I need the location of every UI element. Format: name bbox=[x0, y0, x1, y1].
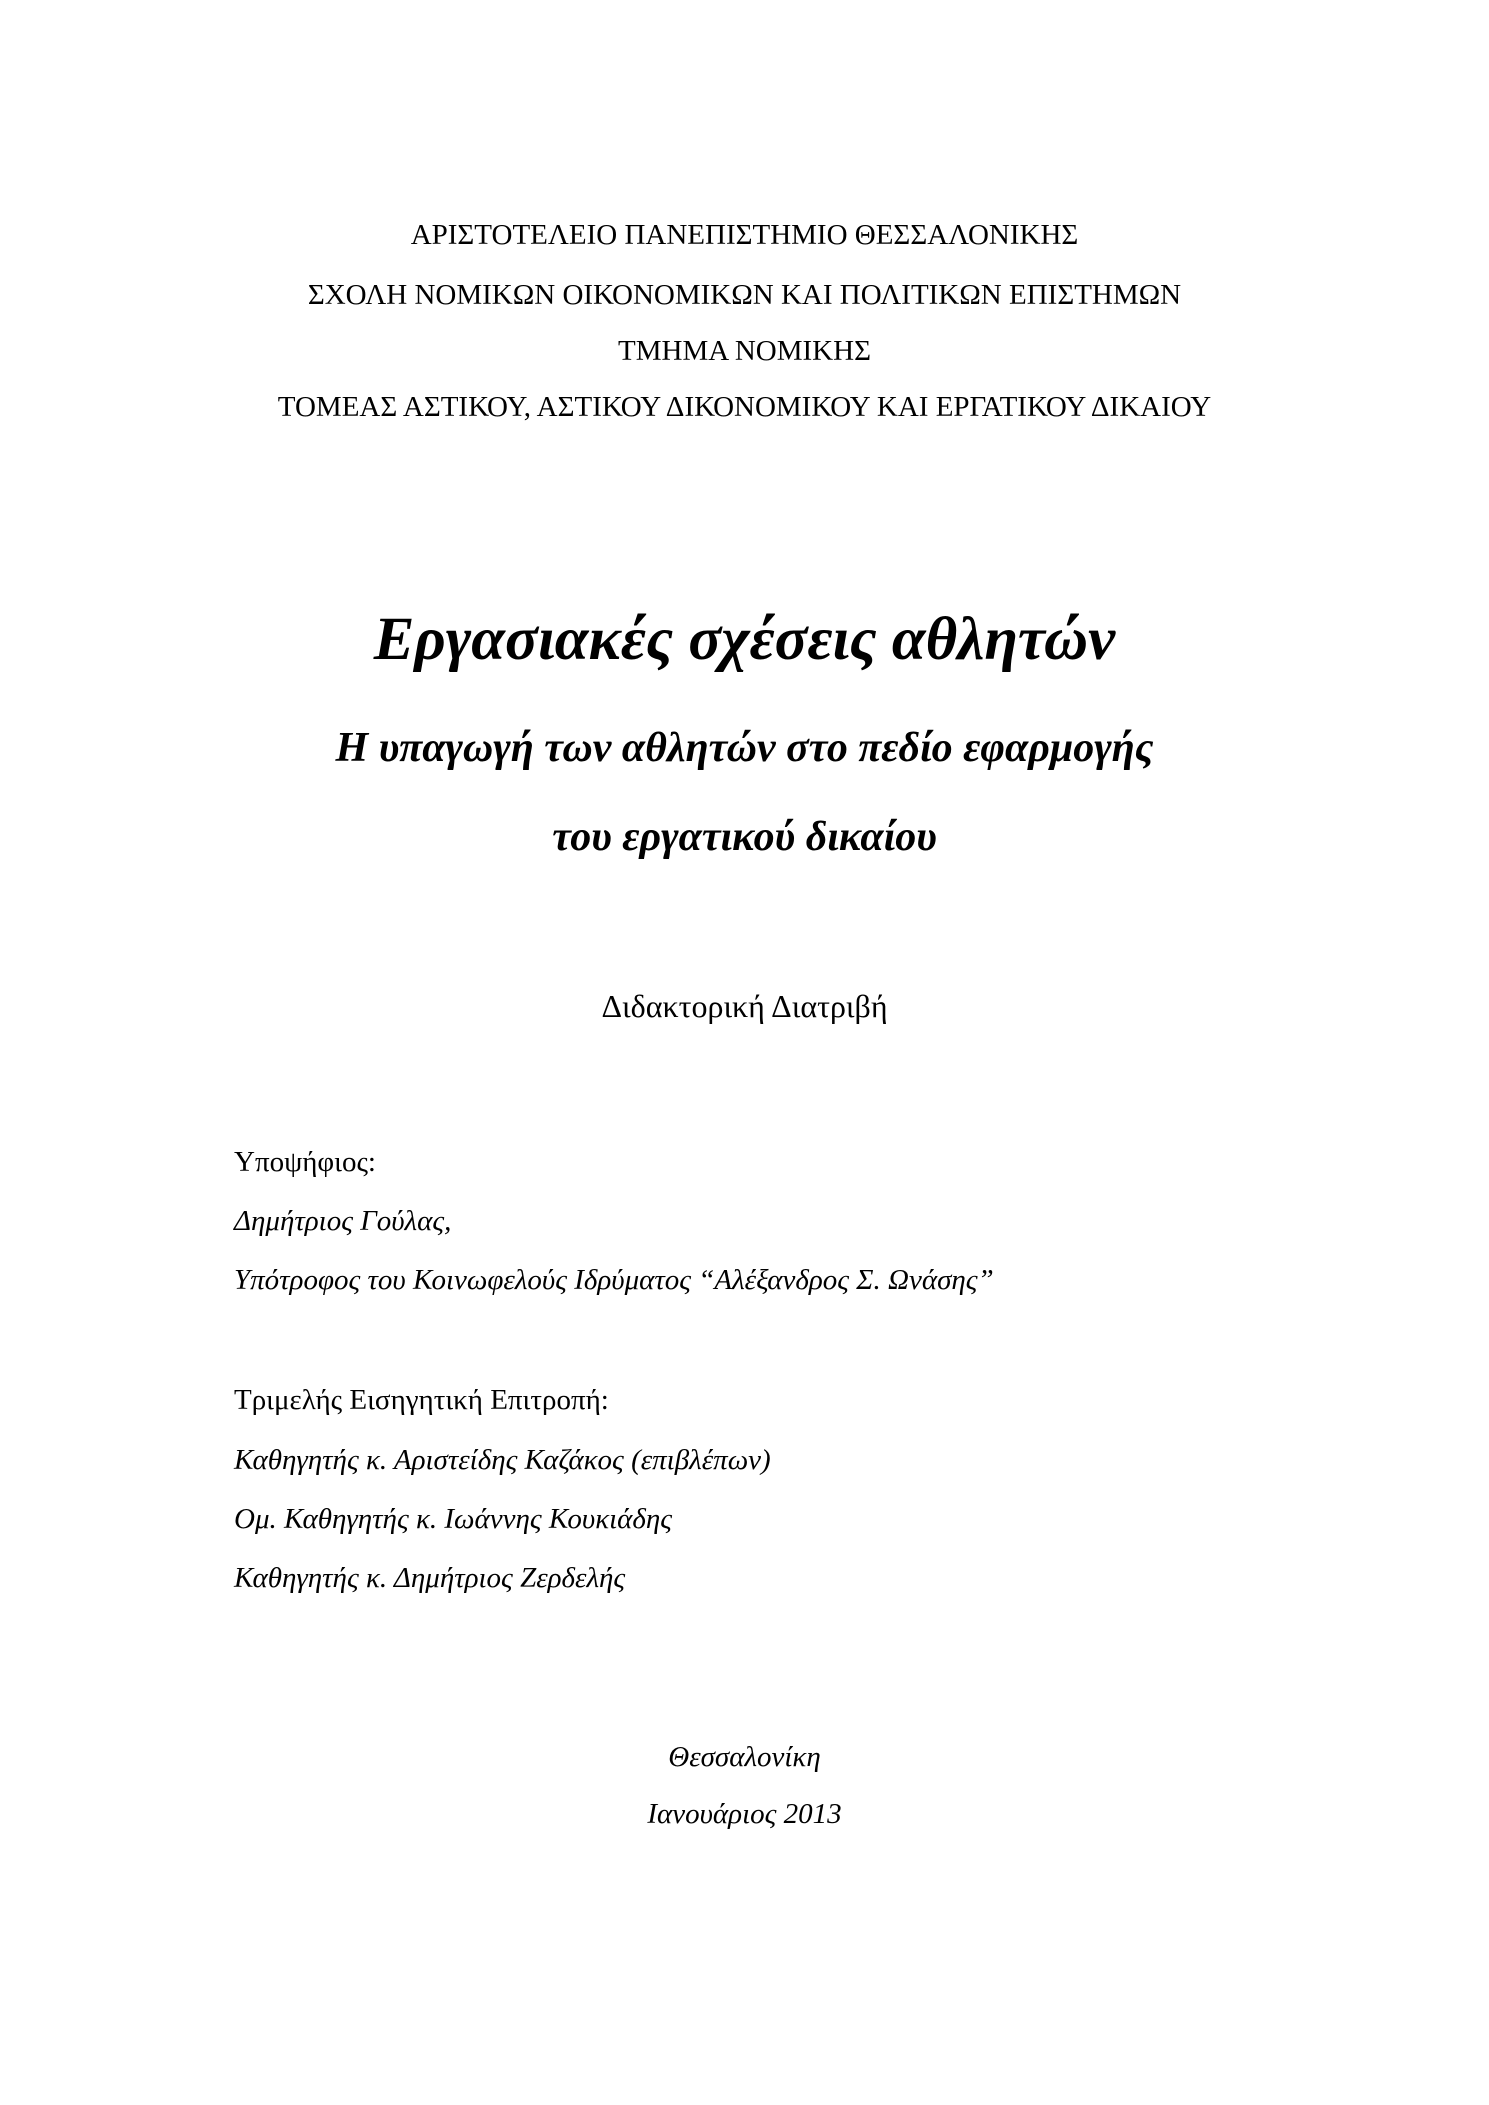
document-type: Διδακτορική Διατριβή bbox=[601, 988, 888, 1024]
thesis-subtitle-line-2: του εργατικού δικαίου bbox=[552, 814, 937, 860]
committee-label: Τριμελής Εισηγητική Επιτροπή: bbox=[234, 1384, 609, 1416]
candidate-affiliation: Υπότροφος του Κοινωφελούς Ιδρύματος “Αλέξανδρος Σ. Ωνάσης” bbox=[234, 1264, 994, 1296]
candidate-label: Υποψήφιος: bbox=[234, 1146, 376, 1178]
school-name: ΣΧΟΛΗ ΝΟΜΙΚΩΝ ΟΙΚΟΝΟΜΙΚΩΝ ΚΑΙ ΠΟΛΙΤΙΚΩΝ ΕΠΙΣΤΗΜΩΝ bbox=[307, 279, 1182, 311]
committee-member: Καθηγητής κ. Δημήτριος Ζερδελής bbox=[234, 1562, 626, 1594]
department-name: ΤΜΗΜΑ ΝΟΜΙΚΗΣ bbox=[618, 335, 871, 367]
thesis-title: Εργασιακές σχέσεις αθλητών bbox=[373, 606, 1116, 673]
committee-member: Καθηγητής κ. Αριστείδης Καζάκος (επιβλέπων) bbox=[234, 1444, 771, 1476]
candidate-name: Δημήτριος Γούλας, bbox=[234, 1205, 452, 1237]
division-name: ΤΟΜΕΑΣ ΑΣΤΙΚΟΥ, ΑΣΤΙΚΟΥ ΔΙΚΟΝΟΜΙΚΟΥ ΚΑΙ ΕΡΓΑΤΙΚΟΥ ΔΙΚΑΙΟΥ bbox=[277, 391, 1212, 423]
university-name: ΑΡΙΣΤΟΤΕΛΕΙΟ ΠΑΝΕΠΙΣΤΗΜΙΟ ΘΕΣΣΑΛΟΝΙΚΗΣ bbox=[410, 219, 1079, 251]
committee-member: Ομ. Καθηγητής κ. Ιωάννης Κουκιάδης bbox=[234, 1503, 673, 1535]
city: Θεσσαλονίκη bbox=[668, 1741, 821, 1773]
date: Ιανουάριος 2013 bbox=[647, 1798, 842, 1830]
thesis-subtitle-line-1: Η υπαγωγή των αθλητών στο πεδίο εφαρμογής bbox=[335, 725, 1154, 771]
